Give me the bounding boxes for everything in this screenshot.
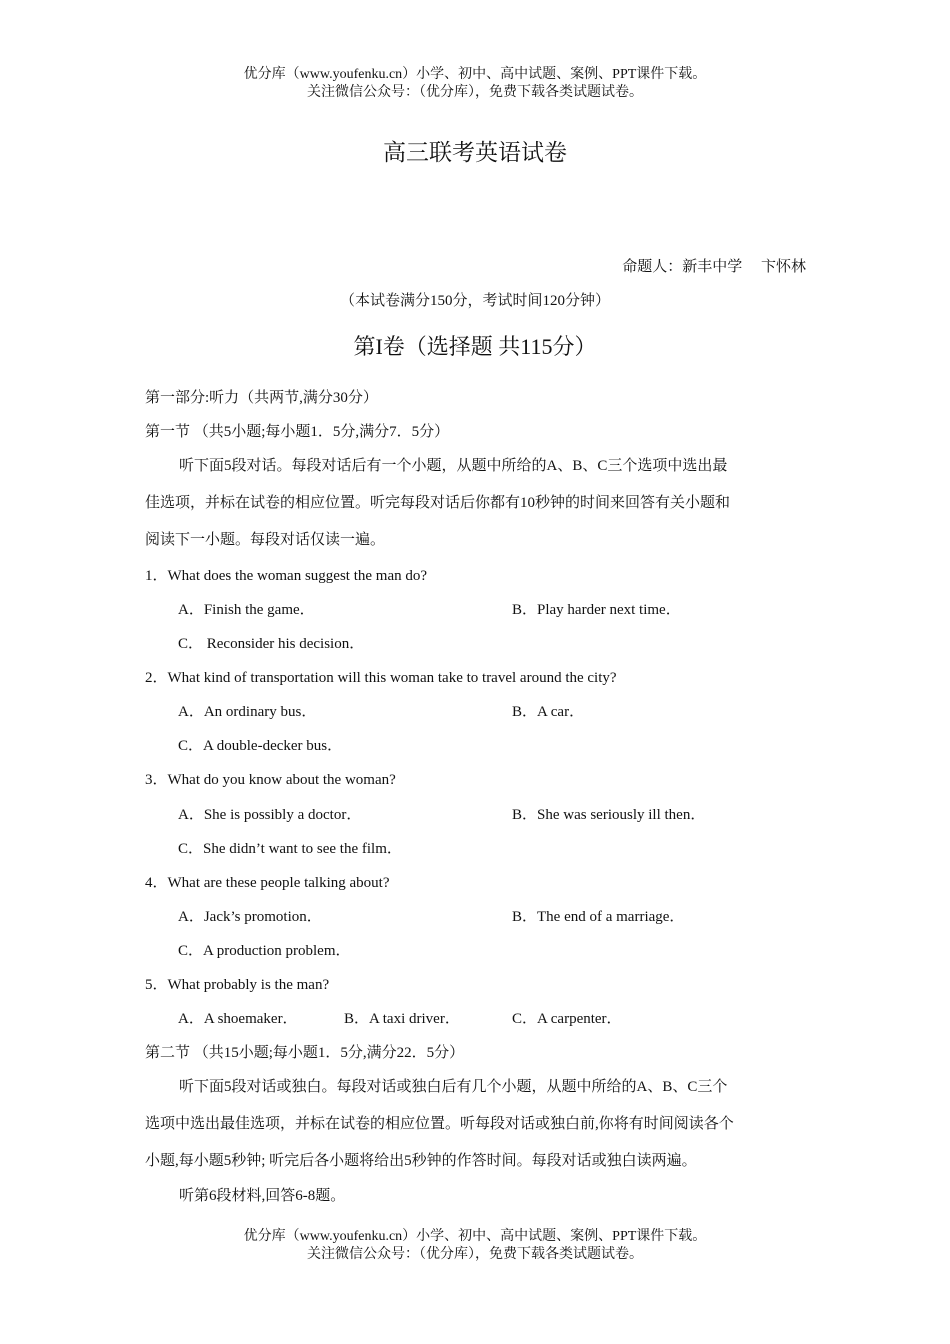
instruction-line: 小题,每小题5秒钟; 听完后各小题将给出5秒钟的作答时间。每段对话或独白读两遍。: [145, 1153, 697, 1169]
option-a: A．She is possibly a doctor．: [178, 807, 362, 823]
page-footer: [0, 1228, 950, 1264]
question-stem: 5．What probably is the man?: [145, 977, 330, 993]
option-b: B．A car．: [512, 704, 585, 720]
exam-note: （本试卷满分150分，考试时间120分钟）: [339, 293, 610, 309]
question-stem: 2．What kind of transportation will this woman take to travel around the city?: [145, 670, 617, 686]
author-line: 命题人：新丰中学 卞怀林: [622, 259, 806, 275]
question-stem: 3．What do you know about the woman?: [145, 772, 396, 788]
footer-line-1: 优分库（www.youfenku.cn）小学、初中、高中试题、案例、PPT课件下载。: [243, 1229, 707, 1244]
volume-title: 第I卷（选择题 共115分）: [353, 334, 597, 359]
part-title: 第一部分:听力（共两节,满分30分）: [145, 390, 378, 406]
header-line-1: 优分库（www.youfenku.cn）小学、初中、高中试题、案例、PPT课件下载。: [243, 67, 707, 82]
option-c: C．She didn’t want to see the film．: [178, 841, 402, 857]
option-a: A．A shoemaker．: [178, 1011, 298, 1027]
option-c: C． Reconsider his decision．: [178, 636, 365, 652]
question-stem: 1．What does the woman suggest the man do?: [145, 568, 428, 584]
option-a: A．Jack’s promotion．: [178, 909, 322, 925]
question-stem: 4．What are these people talking about?: [145, 875, 390, 891]
footer-line-2: 关注微信公众号：（优分库），免费下载各类试题试卷。: [307, 1247, 643, 1262]
option-b: B．Play harder next time．: [512, 602, 681, 618]
option-c: C．A double-decker bus．: [178, 738, 343, 754]
page-header: [0, 66, 950, 102]
option-b: B．A taxi driver．: [344, 1011, 460, 1027]
option-a: A．An ordinary bus．: [178, 704, 317, 720]
section-title: 第二节 （共15小题;每小题1．5分,满分22．5分）: [145, 1045, 465, 1061]
document-title: 高三联考英语试卷: [383, 140, 567, 165]
instruction-line: 佳选项，并标在试卷的相应位置。听完每段对话后你都有10秒钟的时间来回答有关小题和: [145, 495, 731, 511]
section-title: 第一节 （共5小题;每小题1．5分,满分7．5分）: [145, 424, 450, 440]
option-b: B．The end of a marriage．: [512, 909, 685, 925]
instruction-line: 听下面5段对话或独白。每段对话或独白后有几个小题，从题中所给的A、B、C三个: [179, 1079, 728, 1095]
option-a: A．Finish the game．: [178, 602, 315, 618]
header-line-2: 关注微信公众号：（优分库），免费下载各类试题试卷。: [307, 85, 643, 100]
material-note: 听第6段材料,回答6-8题。: [179, 1188, 346, 1204]
option-c: C．A carpenter．: [512, 1011, 622, 1027]
instruction-line: 听下面5段对话。每段对话后有一个小题，从题中所给的A、B、C三个选项中选出最: [179, 458, 728, 474]
option-c: C．A production problem．: [178, 943, 351, 959]
option-b: B．She was seriously ill then．: [512, 807, 706, 823]
instruction-line: 选项中选出最佳选项，并标在试卷的相应位置。听每段对话或独白前,你将有时间阅读各个: [145, 1116, 734, 1132]
instruction-line: 阅读下一小题。每段对话仅读一遍。: [145, 532, 386, 548]
